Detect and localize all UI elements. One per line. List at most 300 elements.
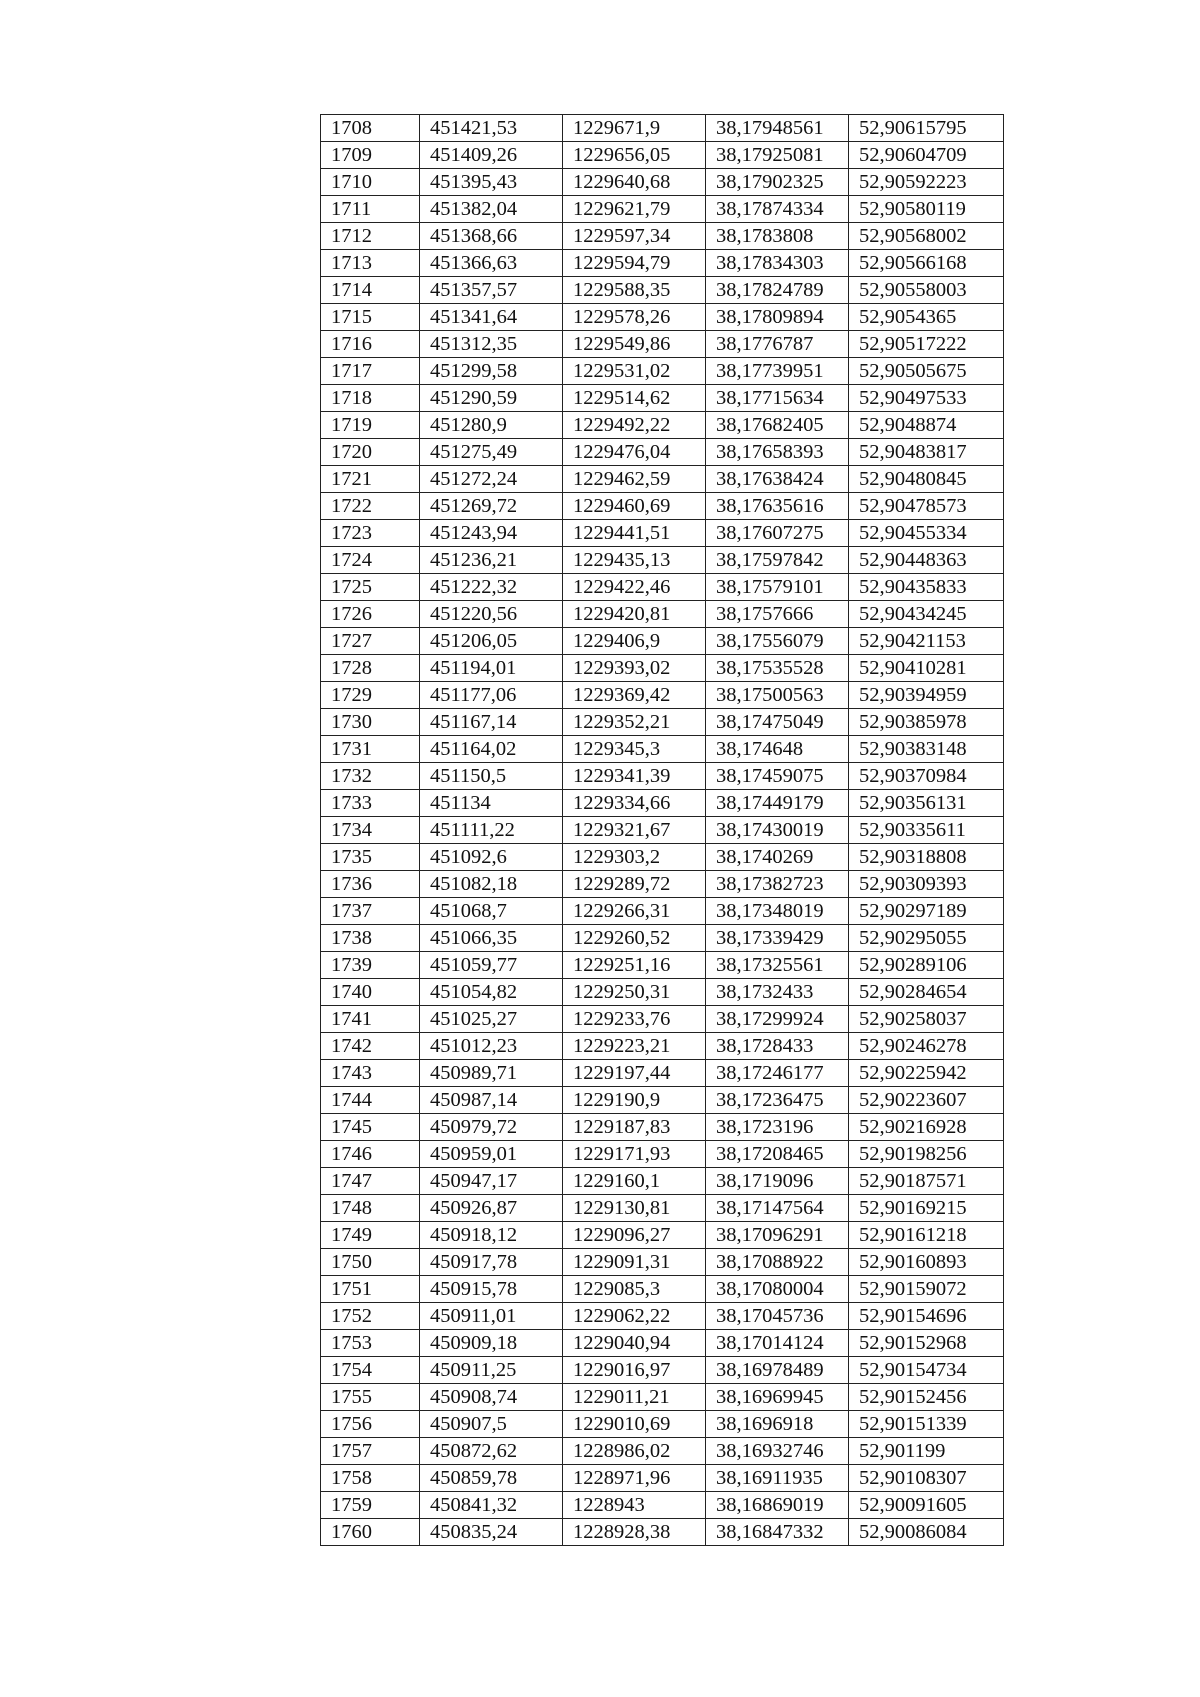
latitude-cell: 52,90152968 — [849, 1330, 1004, 1357]
latitude-cell: 52,90517222 — [849, 331, 1004, 358]
y-coordinate-cell: 1228928,38 — [563, 1519, 706, 1546]
longitude-cell: 38,17824789 — [706, 277, 849, 304]
latitude-cell: 52,90297189 — [849, 898, 1004, 925]
y-coordinate-cell: 1229549,86 — [563, 331, 706, 358]
point-number-cell: 1750 — [321, 1249, 420, 1276]
table-row — [321, 1087, 1004, 1114]
y-coordinate-cell: 1229671,9 — [563, 115, 706, 142]
y-coordinate-cell: 1229460,69 — [563, 493, 706, 520]
longitude-cell: 38,16978489 — [706, 1357, 849, 1384]
latitude-cell: 52,90169215 — [849, 1195, 1004, 1222]
point-number-cell: 1749 — [321, 1222, 420, 1249]
latitude-cell: 52,90421153 — [849, 628, 1004, 655]
longitude-cell: 38,17430019 — [706, 817, 849, 844]
longitude-cell: 38,17299924 — [706, 1006, 849, 1033]
latitude-cell: 52,90151339 — [849, 1411, 1004, 1438]
table-row — [321, 277, 1004, 304]
longitude-cell: 38,1723196 — [706, 1114, 849, 1141]
x-coordinate-cell: 451280,9 — [420, 412, 563, 439]
y-coordinate-cell: 1229462,59 — [563, 466, 706, 493]
longitude-cell: 38,1757666 — [706, 601, 849, 628]
x-coordinate-cell: 451275,49 — [420, 439, 563, 466]
table-row — [321, 574, 1004, 601]
y-coordinate-cell: 1229594,79 — [563, 250, 706, 277]
longitude-cell: 38,17658393 — [706, 439, 849, 466]
longitude-cell: 38,16969945 — [706, 1384, 849, 1411]
point-number-cell: 1712 — [321, 223, 420, 250]
y-coordinate-cell: 1229406,9 — [563, 628, 706, 655]
latitude-cell: 52,90580119 — [849, 196, 1004, 223]
point-number-cell: 1731 — [321, 736, 420, 763]
y-coordinate-cell: 1229420,81 — [563, 601, 706, 628]
point-number-cell: 1738 — [321, 925, 420, 952]
point-number-cell: 1751 — [321, 1276, 420, 1303]
x-coordinate-cell: 451012,23 — [420, 1033, 563, 1060]
table-row — [321, 1195, 1004, 1222]
coordinates-table — [320, 114, 1004, 1546]
x-coordinate-cell: 451299,58 — [420, 358, 563, 385]
y-coordinate-cell: 1229016,97 — [563, 1357, 706, 1384]
longitude-cell: 38,17449179 — [706, 790, 849, 817]
longitude-cell: 38,17088922 — [706, 1249, 849, 1276]
table-row — [321, 385, 1004, 412]
latitude-cell: 52,90289106 — [849, 952, 1004, 979]
latitude-cell: 52,90434245 — [849, 601, 1004, 628]
point-number-cell: 1730 — [321, 709, 420, 736]
longitude-cell: 38,17339429 — [706, 925, 849, 952]
point-number-cell: 1743 — [321, 1060, 420, 1087]
point-number-cell: 1759 — [321, 1492, 420, 1519]
longitude-cell: 38,1728433 — [706, 1033, 849, 1060]
point-number-cell: 1746 — [321, 1141, 420, 1168]
latitude-cell: 52,90198256 — [849, 1141, 1004, 1168]
latitude-cell: 52,90435833 — [849, 574, 1004, 601]
longitude-cell: 38,16911935 — [706, 1465, 849, 1492]
y-coordinate-cell: 1229223,21 — [563, 1033, 706, 1060]
y-coordinate-cell: 1229062,22 — [563, 1303, 706, 1330]
y-coordinate-cell: 1229010,69 — [563, 1411, 706, 1438]
latitude-cell: 52,90448363 — [849, 547, 1004, 574]
x-coordinate-cell: 451269,72 — [420, 493, 563, 520]
x-coordinate-cell: 450987,14 — [420, 1087, 563, 1114]
x-coordinate-cell: 451025,27 — [420, 1006, 563, 1033]
point-number-cell: 1726 — [321, 601, 420, 628]
y-coordinate-cell: 1229303,2 — [563, 844, 706, 871]
y-coordinate-cell: 1229040,94 — [563, 1330, 706, 1357]
point-number-cell: 1732 — [321, 763, 420, 790]
x-coordinate-cell: 450841,32 — [420, 1492, 563, 1519]
longitude-cell: 38,17080004 — [706, 1276, 849, 1303]
x-coordinate-cell: 450917,78 — [420, 1249, 563, 1276]
longitude-cell: 38,17500563 — [706, 682, 849, 709]
y-coordinate-cell: 1229578,26 — [563, 304, 706, 331]
x-coordinate-cell: 450926,87 — [420, 1195, 563, 1222]
y-coordinate-cell: 1229621,79 — [563, 196, 706, 223]
longitude-cell: 38,17715634 — [706, 385, 849, 412]
table-row — [321, 358, 1004, 385]
x-coordinate-cell: 451222,32 — [420, 574, 563, 601]
x-coordinate-cell: 451312,35 — [420, 331, 563, 358]
table-row — [321, 466, 1004, 493]
point-number-cell: 1729 — [321, 682, 420, 709]
table-row — [321, 979, 1004, 1006]
longitude-cell: 38,17096291 — [706, 1222, 849, 1249]
latitude-cell: 52,90410281 — [849, 655, 1004, 682]
x-coordinate-cell: 450911,25 — [420, 1357, 563, 1384]
y-coordinate-cell: 1229514,62 — [563, 385, 706, 412]
y-coordinate-cell: 1229289,72 — [563, 871, 706, 898]
longitude-cell: 38,17147564 — [706, 1195, 849, 1222]
latitude-cell: 52,90160893 — [849, 1249, 1004, 1276]
latitude-cell: 52,901199 — [849, 1438, 1004, 1465]
table-row — [321, 169, 1004, 196]
y-coordinate-cell: 1229393,02 — [563, 655, 706, 682]
table-row — [321, 1357, 1004, 1384]
latitude-cell: 52,90566168 — [849, 250, 1004, 277]
x-coordinate-cell: 450907,5 — [420, 1411, 563, 1438]
point-number-cell: 1747 — [321, 1168, 420, 1195]
table-row — [321, 1033, 1004, 1060]
y-coordinate-cell: 1229435,13 — [563, 547, 706, 574]
longitude-cell: 38,17246177 — [706, 1060, 849, 1087]
table-row — [321, 709, 1004, 736]
latitude-cell: 52,90309393 — [849, 871, 1004, 898]
latitude-cell: 52,90246278 — [849, 1033, 1004, 1060]
longitude-cell: 38,17579101 — [706, 574, 849, 601]
x-coordinate-cell: 451164,02 — [420, 736, 563, 763]
latitude-cell: 52,90483817 — [849, 439, 1004, 466]
y-coordinate-cell: 1229160,1 — [563, 1168, 706, 1195]
point-number-cell: 1753 — [321, 1330, 420, 1357]
point-number-cell: 1740 — [321, 979, 420, 1006]
x-coordinate-cell: 451066,35 — [420, 925, 563, 952]
point-number-cell: 1739 — [321, 952, 420, 979]
point-number-cell: 1758 — [321, 1465, 420, 1492]
table-row — [321, 1438, 1004, 1465]
longitude-cell: 38,17597842 — [706, 547, 849, 574]
y-coordinate-cell: 1229187,83 — [563, 1114, 706, 1141]
point-number-cell: 1718 — [321, 385, 420, 412]
latitude-cell: 52,90216928 — [849, 1114, 1004, 1141]
x-coordinate-cell: 450989,71 — [420, 1060, 563, 1087]
latitude-cell: 52,90335611 — [849, 817, 1004, 844]
y-coordinate-cell: 1229130,81 — [563, 1195, 706, 1222]
table-row — [321, 1492, 1004, 1519]
x-coordinate-cell: 450909,18 — [420, 1330, 563, 1357]
table-row — [321, 493, 1004, 520]
table-row — [321, 1519, 1004, 1546]
latitude-cell: 52,90455334 — [849, 520, 1004, 547]
point-number-cell: 1744 — [321, 1087, 420, 1114]
y-coordinate-cell: 1229656,05 — [563, 142, 706, 169]
point-number-cell: 1728 — [321, 655, 420, 682]
point-number-cell: 1741 — [321, 1006, 420, 1033]
y-coordinate-cell: 1229233,76 — [563, 1006, 706, 1033]
latitude-cell: 52,90161218 — [849, 1222, 1004, 1249]
longitude-cell: 38,17236475 — [706, 1087, 849, 1114]
x-coordinate-cell: 451194,01 — [420, 655, 563, 682]
latitude-cell: 52,90480845 — [849, 466, 1004, 493]
latitude-cell: 52,90295055 — [849, 925, 1004, 952]
latitude-cell: 52,90152456 — [849, 1384, 1004, 1411]
x-coordinate-cell: 451167,14 — [420, 709, 563, 736]
point-number-cell: 1711 — [321, 196, 420, 223]
table-row — [321, 223, 1004, 250]
y-coordinate-cell: 1229251,16 — [563, 952, 706, 979]
table-row — [321, 655, 1004, 682]
latitude-cell: 52,90091605 — [849, 1492, 1004, 1519]
table-row — [321, 1249, 1004, 1276]
x-coordinate-cell: 451357,57 — [420, 277, 563, 304]
x-coordinate-cell: 451177,06 — [420, 682, 563, 709]
table-row — [321, 1006, 1004, 1033]
longitude-cell: 38,16847332 — [706, 1519, 849, 1546]
y-coordinate-cell: 1229476,04 — [563, 439, 706, 466]
point-number-cell: 1715 — [321, 304, 420, 331]
point-number-cell: 1756 — [321, 1411, 420, 1438]
x-coordinate-cell: 451409,26 — [420, 142, 563, 169]
y-coordinate-cell: 1229422,46 — [563, 574, 706, 601]
table-row — [321, 196, 1004, 223]
point-number-cell: 1737 — [321, 898, 420, 925]
point-number-cell: 1710 — [321, 169, 420, 196]
y-coordinate-cell: 1229531,02 — [563, 358, 706, 385]
point-number-cell: 1736 — [321, 871, 420, 898]
table-row — [321, 925, 1004, 952]
point-number-cell: 1716 — [321, 331, 420, 358]
y-coordinate-cell: 1229197,44 — [563, 1060, 706, 1087]
longitude-cell: 38,17535528 — [706, 655, 849, 682]
point-number-cell: 1724 — [321, 547, 420, 574]
latitude-cell: 52,90604709 — [849, 142, 1004, 169]
x-coordinate-cell: 451068,7 — [420, 898, 563, 925]
x-coordinate-cell: 451368,66 — [420, 223, 563, 250]
longitude-cell: 38,17208465 — [706, 1141, 849, 1168]
latitude-cell: 52,90318808 — [849, 844, 1004, 871]
longitude-cell: 38,17902325 — [706, 169, 849, 196]
table-row — [321, 790, 1004, 817]
latitude-cell: 52,90284654 — [849, 979, 1004, 1006]
latitude-cell: 52,90615795 — [849, 115, 1004, 142]
y-coordinate-cell: 1229011,21 — [563, 1384, 706, 1411]
x-coordinate-cell: 451220,56 — [420, 601, 563, 628]
point-number-cell: 1717 — [321, 358, 420, 385]
longitude-cell: 38,17382723 — [706, 871, 849, 898]
point-number-cell: 1727 — [321, 628, 420, 655]
point-number-cell: 1745 — [321, 1114, 420, 1141]
x-coordinate-cell: 451134 — [420, 790, 563, 817]
y-coordinate-cell: 1228986,02 — [563, 1438, 706, 1465]
y-coordinate-cell: 1229341,39 — [563, 763, 706, 790]
latitude-cell: 52,90568002 — [849, 223, 1004, 250]
longitude-cell: 38,16932746 — [706, 1438, 849, 1465]
x-coordinate-cell: 450835,24 — [420, 1519, 563, 1546]
x-coordinate-cell: 450959,01 — [420, 1141, 563, 1168]
table-row — [321, 1114, 1004, 1141]
latitude-cell: 52,9048874 — [849, 412, 1004, 439]
longitude-cell: 38,1776787 — [706, 331, 849, 358]
latitude-cell: 52,90225942 — [849, 1060, 1004, 1087]
longitude-cell: 38,17638424 — [706, 466, 849, 493]
y-coordinate-cell: 1229096,27 — [563, 1222, 706, 1249]
x-coordinate-cell: 451382,04 — [420, 196, 563, 223]
table-row — [321, 1384, 1004, 1411]
x-coordinate-cell: 451111,22 — [420, 817, 563, 844]
y-coordinate-cell: 1229334,66 — [563, 790, 706, 817]
latitude-cell: 52,9054365 — [849, 304, 1004, 331]
y-coordinate-cell: 1229345,3 — [563, 736, 706, 763]
table-row — [321, 439, 1004, 466]
point-number-cell: 1735 — [321, 844, 420, 871]
x-coordinate-cell: 451236,21 — [420, 547, 563, 574]
point-number-cell: 1709 — [321, 142, 420, 169]
latitude-cell: 52,90478573 — [849, 493, 1004, 520]
point-number-cell: 1714 — [321, 277, 420, 304]
longitude-cell: 38,17607275 — [706, 520, 849, 547]
x-coordinate-cell: 451243,94 — [420, 520, 563, 547]
point-number-cell: 1757 — [321, 1438, 420, 1465]
table-row — [321, 1168, 1004, 1195]
point-number-cell: 1721 — [321, 466, 420, 493]
latitude-cell: 52,90108307 — [849, 1465, 1004, 1492]
point-number-cell: 1720 — [321, 439, 420, 466]
table-row — [321, 628, 1004, 655]
x-coordinate-cell: 450908,74 — [420, 1384, 563, 1411]
longitude-cell: 38,17459075 — [706, 763, 849, 790]
y-coordinate-cell: 1229266,31 — [563, 898, 706, 925]
x-coordinate-cell: 451082,18 — [420, 871, 563, 898]
longitude-cell: 38,17556079 — [706, 628, 849, 655]
coordinates-table-body — [321, 115, 1004, 1546]
point-number-cell: 1734 — [321, 817, 420, 844]
table-row — [321, 412, 1004, 439]
longitude-cell: 38,174648 — [706, 736, 849, 763]
point-number-cell: 1748 — [321, 1195, 420, 1222]
y-coordinate-cell: 1229597,34 — [563, 223, 706, 250]
latitude-cell: 52,90223607 — [849, 1087, 1004, 1114]
y-coordinate-cell: 1229085,3 — [563, 1276, 706, 1303]
latitude-cell: 52,90497533 — [849, 385, 1004, 412]
point-number-cell: 1752 — [321, 1303, 420, 1330]
x-coordinate-cell: 450911,01 — [420, 1303, 563, 1330]
point-number-cell: 1755 — [321, 1384, 420, 1411]
longitude-cell: 38,17809894 — [706, 304, 849, 331]
longitude-cell: 38,17925081 — [706, 142, 849, 169]
longitude-cell: 38,1732433 — [706, 979, 849, 1006]
point-number-cell: 1708 — [321, 115, 420, 142]
point-number-cell: 1719 — [321, 412, 420, 439]
x-coordinate-cell: 451366,63 — [420, 250, 563, 277]
point-number-cell: 1733 — [321, 790, 420, 817]
latitude-cell: 52,90394959 — [849, 682, 1004, 709]
x-coordinate-cell: 451150,5 — [420, 763, 563, 790]
x-coordinate-cell: 451206,05 — [420, 628, 563, 655]
longitude-cell: 38,17682405 — [706, 412, 849, 439]
latitude-cell: 52,90154696 — [849, 1303, 1004, 1330]
longitude-cell: 38,16869019 — [706, 1492, 849, 1519]
x-coordinate-cell: 450915,78 — [420, 1276, 563, 1303]
y-coordinate-cell: 1229091,31 — [563, 1249, 706, 1276]
longitude-cell: 38,17475049 — [706, 709, 849, 736]
table-row — [321, 250, 1004, 277]
longitude-cell: 38,1783808 — [706, 223, 849, 250]
x-coordinate-cell: 451059,77 — [420, 952, 563, 979]
latitude-cell: 52,90154734 — [849, 1357, 1004, 1384]
y-coordinate-cell: 1229171,93 — [563, 1141, 706, 1168]
y-coordinate-cell: 1229369,42 — [563, 682, 706, 709]
point-number-cell: 1760 — [321, 1519, 420, 1546]
table-row — [321, 1465, 1004, 1492]
latitude-cell: 52,90558003 — [849, 277, 1004, 304]
table-row — [321, 520, 1004, 547]
x-coordinate-cell: 451092,6 — [420, 844, 563, 871]
latitude-cell: 52,90086084 — [849, 1519, 1004, 1546]
table-row — [321, 331, 1004, 358]
x-coordinate-cell: 450979,72 — [420, 1114, 563, 1141]
latitude-cell: 52,90370984 — [849, 763, 1004, 790]
x-coordinate-cell: 451290,59 — [420, 385, 563, 412]
latitude-cell: 52,90258037 — [849, 1006, 1004, 1033]
table-row — [321, 1060, 1004, 1087]
x-coordinate-cell: 451341,64 — [420, 304, 563, 331]
y-coordinate-cell: 1229588,35 — [563, 277, 706, 304]
point-number-cell: 1723 — [321, 520, 420, 547]
y-coordinate-cell: 1229250,31 — [563, 979, 706, 1006]
x-coordinate-cell: 450947,17 — [420, 1168, 563, 1195]
longitude-cell: 38,1696918 — [706, 1411, 849, 1438]
point-number-cell: 1725 — [321, 574, 420, 601]
longitude-cell: 38,1719096 — [706, 1168, 849, 1195]
table-row — [321, 736, 1004, 763]
table-row — [321, 601, 1004, 628]
y-coordinate-cell: 1228971,96 — [563, 1465, 706, 1492]
table-row — [321, 142, 1004, 169]
latitude-cell: 52,90383148 — [849, 736, 1004, 763]
table-row — [321, 763, 1004, 790]
y-coordinate-cell: 1229441,51 — [563, 520, 706, 547]
table-row — [321, 898, 1004, 925]
table-row — [321, 871, 1004, 898]
table-row — [321, 952, 1004, 979]
longitude-cell: 38,17635616 — [706, 493, 849, 520]
table-row — [321, 115, 1004, 142]
x-coordinate-cell: 450859,78 — [420, 1465, 563, 1492]
latitude-cell: 52,90385978 — [849, 709, 1004, 736]
table-row — [321, 304, 1004, 331]
table-row — [321, 1141, 1004, 1168]
latitude-cell: 52,90592223 — [849, 169, 1004, 196]
longitude-cell: 38,17325561 — [706, 952, 849, 979]
point-number-cell: 1722 — [321, 493, 420, 520]
point-number-cell: 1754 — [321, 1357, 420, 1384]
longitude-cell: 38,17948561 — [706, 115, 849, 142]
table-row — [321, 1330, 1004, 1357]
table-row — [321, 1303, 1004, 1330]
table-row — [321, 682, 1004, 709]
y-coordinate-cell: 1229321,67 — [563, 817, 706, 844]
point-number-cell: 1713 — [321, 250, 420, 277]
x-coordinate-cell: 450872,62 — [420, 1438, 563, 1465]
table-row — [321, 844, 1004, 871]
y-coordinate-cell: 1228943 — [563, 1492, 706, 1519]
x-coordinate-cell: 451421,53 — [420, 115, 563, 142]
latitude-cell: 52,90505675 — [849, 358, 1004, 385]
longitude-cell: 38,17045736 — [706, 1303, 849, 1330]
longitude-cell: 38,1740269 — [706, 844, 849, 871]
y-coordinate-cell: 1229260,52 — [563, 925, 706, 952]
table-row — [321, 817, 1004, 844]
y-coordinate-cell: 1229640,68 — [563, 169, 706, 196]
